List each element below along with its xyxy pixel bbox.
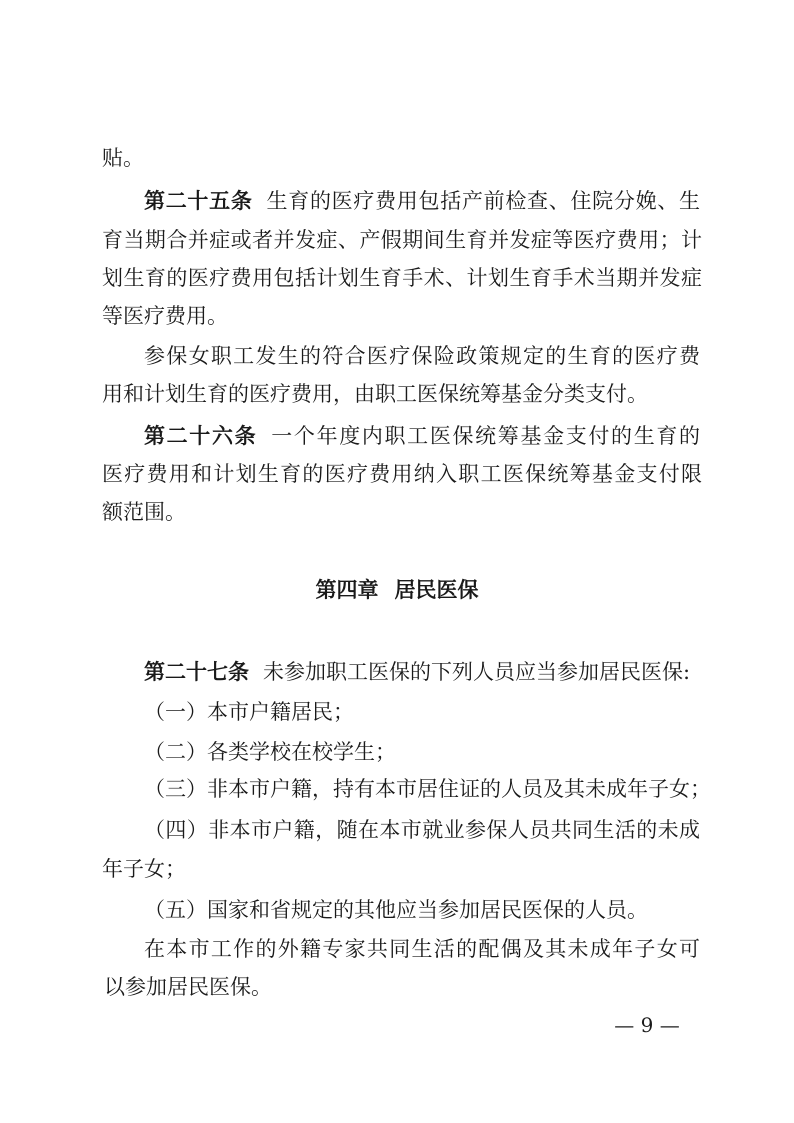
text-line: 划生育的医疗费用包括计划生育手术、计划生育手术当期并发症 [102, 266, 702, 290]
text-line: 在本市工作的外籍专家共同生活的配偶及其未成年子女可 [144, 937, 700, 961]
list-item: （四）非本市户籍，随在本市就业参保人员共同生活的未成 [144, 818, 700, 842]
text-line: 年子女； [102, 857, 186, 881]
article-number: 第二十六条 [144, 424, 258, 448]
article-25-line: 第二十五条 生育的医疗费用包括产前检查、住院分娩、生 [144, 189, 701, 213]
text-line: 贴。 [102, 146, 144, 170]
text-line: 医疗费用和计划生育的医疗费用纳入职工医保统筹基金支付限 [102, 462, 702, 486]
text-line: 额范围。 [102, 500, 186, 524]
list-item: （二）各类学校在校学生； [144, 740, 396, 764]
article-number: 第二十七条 [144, 660, 249, 684]
article-26-line: 第二十六条 一个年度内职工医保统筹基金支付的生育的 [144, 424, 701, 448]
text-line: 用和计划生育的医疗费用，由职工医保统筹基金分类支付。 [102, 382, 648, 406]
text-line: 以参加居民医保。 [104, 975, 272, 999]
chapter-heading: 第四章 居民医保 [315, 578, 479, 602]
text-line: 等医疗费用。 [102, 304, 228, 328]
text-line: 参保女职工发生的符合医疗保险政策规定的生育的医疗费 [144, 344, 700, 368]
list-item: （五）国家和省规定的其他应当参加居民医保的人员。 [144, 898, 648, 922]
list-item: （三）非本市户籍，持有本市居住证的人员及其未成年子女； [144, 777, 711, 801]
page-number: — 9 — [614, 1013, 680, 1037]
list-item: （一）本市户籍居民； [144, 700, 354, 724]
text-line: 育当期合并症或者并发症、产假期间生育并发症等医疗费用；计 [102, 228, 702, 252]
article-27-line: 第二十七条 未参加职工医保的下列人员应当参加居民医保: [144, 660, 691, 684]
article-number: 第二十五条 [144, 189, 253, 213]
